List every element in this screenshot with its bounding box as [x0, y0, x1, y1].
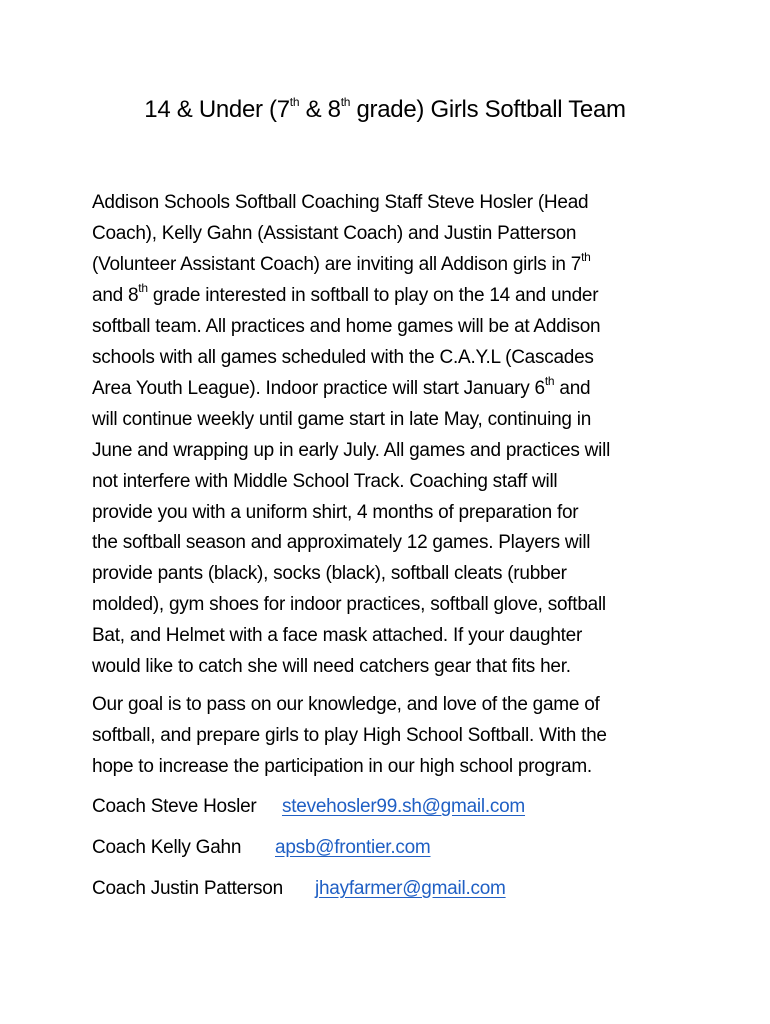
superscript: th: [581, 249, 591, 264]
paragraph-line: schools with all games scheduled with the C.A.Y.L (Cascades: [92, 347, 594, 368]
paragraph-line: [92, 250, 591, 280]
contact-name: Coach Justin Patterson: [92, 878, 283, 899]
superscript: th: [138, 280, 148, 295]
email-link-justin-patterson[interactable]: jhayfarmer@gmail.com: [315, 878, 506, 899]
paragraph-line: Bat, and Helmet with a face mask attached. If your daughter: [92, 625, 583, 646]
paragraph-line: molded), gym shoes for indoor practices, softball glove, softball: [92, 594, 606, 615]
title-text-part3: grade) Girls Softball Team: [350, 96, 626, 123]
paragraph-line: Coach), Kelly Gahn (Assistant Coach) and Justin Patterson: [92, 223, 577, 244]
paragraph-line: hope to increase the participation in our high school program.: [92, 756, 592, 777]
title-superscript-2: th: [340, 95, 351, 109]
paragraph-line-text: (Volunteer Assistant Coach) are inviting all Addison girls in 7: [92, 254, 582, 275]
contact-name: Coach Kelly Gahn: [92, 837, 242, 858]
paragraph-line: [92, 374, 590, 404]
title-text-part1: 14 & Under (7: [144, 96, 290, 123]
paragraph-line-text: Area Youth League). Indoor practice will start January 6: [92, 378, 545, 399]
paragraph-line: June and wrapping up in early July. All games and practices will: [92, 440, 611, 461]
paragraph-line-text: and: [554, 378, 591, 399]
paragraph-line: Our goal is to pass on our knowledge, and love of the game of: [92, 694, 600, 715]
contact-name: Coach Steve Hosler: [92, 796, 257, 817]
paragraph-line: not interfere with Middle School Track. Coaching staff will: [92, 471, 558, 492]
paragraph-line: softball, and prepare girls to play High School Softball. With the: [92, 725, 607, 746]
contact-row-justin-patterson: [92, 874, 506, 904]
superscript: th: [544, 373, 555, 388]
contact-row-kelly-gahn: [92, 833, 431, 863]
title-superscript-1: th: [289, 95, 300, 109]
paragraph-line: [92, 281, 598, 311]
paragraph-line: provide you with a uniform shirt, 4 months of preparation for: [92, 502, 579, 523]
page-title: [0, 92, 770, 128]
paragraph-line: softball team. All practices and home games will be at Addison: [92, 316, 601, 337]
paragraph-line-text: grade interested in softball to play on the 14 and under: [147, 285, 599, 306]
title-text-part2: & 8: [299, 96, 341, 123]
email-link-steve-hosler[interactable]: stevehosler99.sh@gmail.com: [282, 796, 526, 817]
paragraph-line: the softball season and approximately 12 games. Players will: [92, 532, 591, 553]
paragraph-line: provide pants (black), socks (black), softball cleats (rubber: [92, 563, 567, 584]
paragraph-line: will continue weekly until game start in late May, continuing in: [92, 409, 592, 430]
contact-row-steve-hosler: [92, 792, 526, 822]
paragraph-line-text: and 8: [92, 285, 139, 306]
paragraph-line: Addison Schools Softball Coaching Staff Steve Hosler (Head: [92, 192, 589, 213]
paragraph-line: would like to catch she will need catchers gear that fits her.: [92, 656, 571, 677]
email-link-kelly-gahn[interactable]: apsb@frontier.com: [275, 837, 431, 858]
